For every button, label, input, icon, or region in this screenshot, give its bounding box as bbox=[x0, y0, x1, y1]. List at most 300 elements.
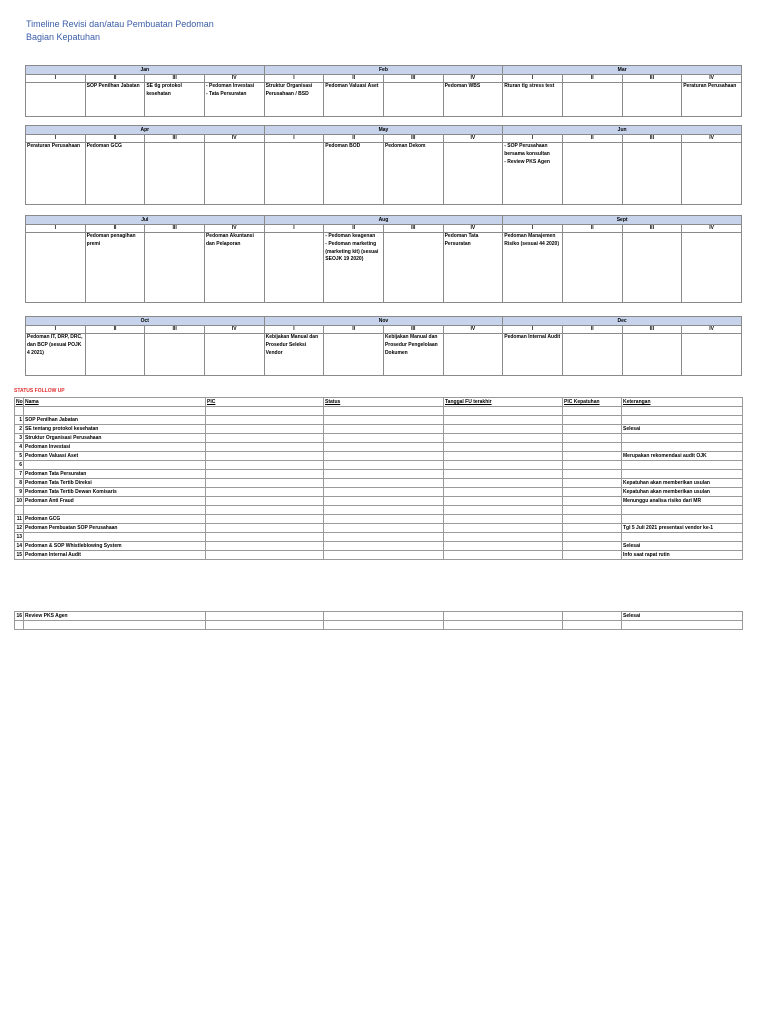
calendar-cell bbox=[264, 334, 324, 376]
week-header: I bbox=[264, 135, 324, 143]
month-header: Sept bbox=[503, 216, 742, 225]
week-header: I bbox=[26, 326, 86, 334]
row-name: Pedoman Tata Tertib Direksi bbox=[24, 479, 206, 488]
month-header: Feb bbox=[264, 66, 503, 75]
week-header: I bbox=[264, 225, 324, 233]
row-pic bbox=[206, 443, 324, 452]
row-pic bbox=[206, 621, 324, 630]
calendar-cell bbox=[443, 83, 503, 117]
table-row bbox=[15, 515, 743, 524]
status-header-cell: Keterangan bbox=[622, 398, 743, 407]
week-header: II bbox=[324, 225, 384, 233]
week-header: II bbox=[324, 326, 384, 334]
month-header: Mar bbox=[503, 66, 742, 75]
status-header-row bbox=[15, 398, 743, 407]
row-name bbox=[24, 407, 206, 416]
row-last-fu-date bbox=[444, 533, 563, 542]
table-row bbox=[15, 434, 743, 443]
table-row bbox=[15, 425, 743, 434]
row-name: Pedoman Tata Persuratan bbox=[24, 470, 206, 479]
week-header: III bbox=[383, 75, 443, 83]
row-status bbox=[324, 542, 444, 551]
row-name: SOP Penilhan Jabatan bbox=[24, 416, 206, 425]
week-header: I bbox=[26, 75, 86, 83]
week-header: III bbox=[622, 135, 682, 143]
calendar-cell bbox=[682, 143, 742, 205]
calendar-item: - SOP Perusahaan bersama konsultan bbox=[504, 143, 550, 157]
row-pic-kepatuhan bbox=[563, 515, 622, 524]
calendar-cell bbox=[324, 334, 384, 376]
row-number bbox=[15, 506, 24, 515]
week-header: IV bbox=[443, 75, 503, 83]
calendar-cell bbox=[383, 233, 443, 303]
week-header: II bbox=[562, 135, 622, 143]
calendar-cell bbox=[503, 233, 563, 303]
row-status bbox=[324, 479, 444, 488]
calendar-cell bbox=[264, 143, 324, 205]
calendar-cell bbox=[145, 83, 205, 117]
row-keterangan bbox=[622, 621, 743, 630]
table-row bbox=[15, 551, 743, 560]
row-pic-kepatuhan bbox=[563, 416, 622, 425]
calendar-cell bbox=[383, 143, 443, 205]
row-last-fu-date bbox=[444, 621, 563, 630]
row-status bbox=[324, 497, 444, 506]
week-header: III bbox=[383, 326, 443, 334]
calendar-cell bbox=[622, 233, 682, 303]
row-name bbox=[24, 506, 206, 515]
calendar-cell bbox=[26, 233, 86, 303]
row-pic bbox=[206, 612, 324, 621]
row-status bbox=[324, 443, 444, 452]
row-name: Pedoman GCG bbox=[24, 515, 206, 524]
calendar-item: Pedoman WBS bbox=[444, 83, 481, 89]
row-last-fu-date bbox=[444, 479, 563, 488]
month-header: Jan bbox=[26, 66, 265, 75]
week-header: II bbox=[562, 75, 622, 83]
calendar-item: Pedoman penagihan premi bbox=[86, 233, 136, 247]
row-last-fu-date bbox=[444, 443, 563, 452]
row-last-fu-date bbox=[444, 461, 563, 470]
row-last-fu-date bbox=[444, 524, 563, 533]
row-number: 13 bbox=[16, 534, 22, 540]
row-keterangan bbox=[622, 416, 743, 425]
week-header: III bbox=[622, 75, 682, 83]
calendar-item: Peraturan Perusahaan bbox=[27, 143, 81, 149]
row-pic-kepatuhan bbox=[563, 434, 622, 443]
week-header: IV bbox=[682, 135, 742, 143]
row-keterangan: Kepatuhan akan memberikan usulan bbox=[622, 479, 743, 488]
row-pic bbox=[206, 515, 324, 524]
calendar-item: Rturan tlg stress test bbox=[504, 83, 555, 89]
calendar-cell bbox=[622, 143, 682, 205]
row-number bbox=[15, 621, 24, 630]
table-row bbox=[15, 452, 743, 461]
row-last-fu-date bbox=[444, 416, 563, 425]
week-header: IV bbox=[682, 326, 742, 334]
week-header: III bbox=[145, 135, 205, 143]
week-header: III bbox=[145, 326, 205, 334]
row-status bbox=[324, 533, 444, 542]
calendar-cell bbox=[622, 334, 682, 376]
calendar-item: Pedoman BOD bbox=[325, 143, 361, 149]
calendar-cell bbox=[324, 143, 384, 205]
calendar-cell bbox=[562, 143, 622, 205]
calendar-cell bbox=[503, 334, 563, 376]
calendar-item: SOP Penilhan Jabatan bbox=[86, 83, 140, 89]
week-header: IV bbox=[204, 225, 264, 233]
row-status bbox=[324, 612, 444, 621]
row-status bbox=[324, 425, 444, 434]
week-header: IV bbox=[204, 326, 264, 334]
row-keterangan: Selesai bbox=[622, 425, 743, 434]
row-keterangan: Merupakan rekomendasi audit OJK bbox=[622, 452, 743, 461]
calendar-item: Kebijakan Manual dan Prosedur Seleksi Vendor bbox=[265, 334, 319, 356]
row-pic bbox=[206, 470, 324, 479]
row-keterangan: Kepatuhan akan memberikan usulan bbox=[622, 488, 743, 497]
calendar-item: Pedoman Tata Persuratan bbox=[444, 233, 479, 247]
row-status bbox=[324, 621, 444, 630]
row-keterangan bbox=[622, 533, 743, 542]
calendar-item: Pedoman Internal Audit bbox=[504, 334, 561, 340]
week-header: I bbox=[264, 75, 324, 83]
calendar-cell bbox=[264, 83, 324, 117]
calendar-cell bbox=[204, 83, 264, 117]
row-name: Pedoman Pembuatan SOP Perusahaan bbox=[24, 524, 206, 533]
row-number: 10 bbox=[16, 498, 22, 504]
calendar-item: Pedoman IT, DRP, DRC, dan BCP (sesuai POJK 4 2021) bbox=[27, 334, 83, 356]
row-name: Pedoman & SOP Whistleblowing System bbox=[24, 542, 206, 551]
week-header: IV bbox=[443, 135, 503, 143]
row-keterangan bbox=[622, 461, 743, 470]
week-header: II bbox=[324, 135, 384, 143]
row-last-fu-date bbox=[444, 452, 563, 461]
status-header-cell: Tanggal FU terakhir bbox=[444, 398, 563, 407]
week-header: I bbox=[26, 135, 86, 143]
calendar-item: Struktur Organisasi Perusahaan / BSD bbox=[265, 83, 313, 97]
calendar-item: - Pedoman Investasi bbox=[205, 83, 255, 89]
table-row bbox=[15, 524, 743, 533]
week-header: II bbox=[85, 135, 145, 143]
table-row bbox=[15, 479, 743, 488]
table-row bbox=[15, 542, 743, 551]
calendar-cell bbox=[682, 233, 742, 303]
calendar-cell bbox=[145, 143, 205, 205]
row-pic-kepatuhan bbox=[563, 621, 622, 630]
calendar-cell bbox=[204, 143, 264, 205]
row-name bbox=[24, 461, 206, 470]
week-header: II bbox=[324, 75, 384, 83]
week-header: II bbox=[562, 326, 622, 334]
calendar-cell bbox=[324, 83, 384, 117]
calendar-block-1 bbox=[25, 65, 742, 117]
calendar-cell bbox=[443, 233, 503, 303]
row-pic bbox=[206, 551, 324, 560]
row-last-fu-date bbox=[444, 425, 563, 434]
row-number: 9 bbox=[15, 488, 24, 497]
status-table-continued bbox=[14, 611, 743, 630]
row-name: Review PKS Agen bbox=[24, 612, 206, 621]
calendar-cell bbox=[26, 83, 86, 117]
row-name bbox=[24, 533, 206, 542]
row-keterangan bbox=[622, 443, 743, 452]
calendar-cell bbox=[145, 334, 205, 376]
table-row bbox=[15, 497, 743, 506]
calendar-cell bbox=[204, 334, 264, 376]
calendar-cell bbox=[26, 334, 86, 376]
row-last-fu-date bbox=[444, 488, 563, 497]
week-header: III bbox=[145, 75, 205, 83]
row-number: 2 bbox=[15, 425, 24, 434]
calendar-cell bbox=[264, 233, 324, 303]
calendar-item: Pedoman Dekom bbox=[384, 143, 426, 149]
row-last-fu-date bbox=[444, 612, 563, 621]
calendar-cell bbox=[503, 143, 563, 205]
row-keterangan bbox=[622, 515, 743, 524]
row-keterangan: Selesai bbox=[622, 542, 743, 551]
status-header-cell: PIC bbox=[206, 398, 324, 407]
month-header: Nov bbox=[264, 317, 503, 326]
row-pic bbox=[206, 452, 324, 461]
status-follow-up-title: STATUS FOLLOW UP bbox=[14, 388, 65, 394]
row-number: 15 bbox=[16, 552, 22, 558]
month-header: Aug bbox=[264, 216, 503, 225]
row-last-fu-date bbox=[444, 506, 563, 515]
calendar-item: Pedoman GCG bbox=[86, 143, 122, 149]
week-header: I bbox=[264, 326, 324, 334]
row-name: Struktur Organisasi Perusahaan bbox=[24, 434, 206, 443]
row-pic-kepatuhan bbox=[563, 551, 622, 560]
table-row bbox=[15, 488, 743, 497]
week-header: II bbox=[562, 225, 622, 233]
calendar-item: Pedoman Manajemen Risiko (sesuai 44 2020) bbox=[504, 233, 560, 247]
month-header: Oct bbox=[26, 317, 265, 326]
calendar-cell bbox=[85, 83, 145, 117]
calendar-item: Pedoman Akuntansi dan Pelaporan bbox=[205, 233, 254, 247]
calendar-cell bbox=[562, 233, 622, 303]
row-name: Pedoman Investasi bbox=[24, 443, 206, 452]
calendar-cell bbox=[383, 334, 443, 376]
row-last-fu-date bbox=[444, 407, 563, 416]
row-pic-kepatuhan bbox=[563, 542, 622, 551]
week-header: III bbox=[383, 225, 443, 233]
row-pic bbox=[206, 407, 324, 416]
week-header: I bbox=[503, 326, 563, 334]
week-header: I bbox=[503, 135, 563, 143]
row-number: 3 bbox=[15, 434, 24, 443]
calendar-cell bbox=[682, 334, 742, 376]
week-header: III bbox=[383, 135, 443, 143]
row-number bbox=[15, 407, 24, 416]
month-header: Jun bbox=[503, 126, 742, 135]
row-pic bbox=[206, 488, 324, 497]
table-row bbox=[15, 407, 743, 416]
row-number: 16 bbox=[16, 613, 22, 619]
calendar-cell bbox=[383, 83, 443, 117]
calendar-cell bbox=[324, 233, 384, 303]
calendar-cell bbox=[204, 233, 264, 303]
month-header: Apr bbox=[26, 126, 265, 135]
month-header: May bbox=[264, 126, 503, 135]
row-pic bbox=[206, 416, 324, 425]
table-row bbox=[15, 506, 743, 515]
row-pic bbox=[206, 497, 324, 506]
row-status bbox=[324, 434, 444, 443]
table-row bbox=[15, 443, 743, 452]
row-number: 6 bbox=[15, 461, 24, 470]
status-header-cell: Status bbox=[324, 398, 444, 407]
week-header: II bbox=[85, 326, 145, 334]
row-pic bbox=[206, 524, 324, 533]
week-header: II bbox=[85, 225, 145, 233]
week-header: I bbox=[26, 225, 86, 233]
calendar-item: Kebijakan Manual dan Prosedur Pengelolaan Dokumen bbox=[384, 334, 438, 356]
week-header: I bbox=[503, 75, 563, 83]
calendar-cell bbox=[622, 83, 682, 117]
week-header: IV bbox=[682, 225, 742, 233]
row-name: Pedoman Tata Tertib Dewan Komisaris bbox=[24, 488, 206, 497]
row-last-fu-date bbox=[444, 497, 563, 506]
row-status bbox=[324, 470, 444, 479]
week-header: IV bbox=[682, 75, 742, 83]
row-keterangan: Selesai bbox=[622, 612, 743, 621]
table-row bbox=[15, 533, 743, 542]
calendar-item: - Review PKS Agen bbox=[504, 158, 550, 165]
row-pic-kepatuhan bbox=[563, 407, 622, 416]
calendar-cell bbox=[562, 334, 622, 376]
row-pic-kepatuhan bbox=[563, 506, 622, 515]
row-status bbox=[324, 452, 444, 461]
row-number: 11 bbox=[15, 515, 24, 524]
row-keterangan bbox=[622, 407, 743, 416]
row-keterangan: Info saat rapat rutin bbox=[622, 551, 743, 560]
table-row bbox=[15, 416, 743, 425]
row-last-fu-date bbox=[444, 551, 563, 560]
page-subtitle: Bagian Kepatuhan bbox=[26, 32, 101, 42]
row-status bbox=[324, 524, 444, 533]
calendar-cell bbox=[443, 143, 503, 205]
row-keterangan bbox=[622, 470, 743, 479]
row-pic bbox=[206, 479, 324, 488]
row-keterangan: Tgl 5 Juli 2021 presentasi vendor ke-1 bbox=[622, 524, 743, 533]
calendar-cell bbox=[503, 83, 563, 117]
row-name: Pedoman Anti Fraud bbox=[24, 497, 206, 506]
table-row bbox=[15, 461, 743, 470]
row-pic-kepatuhan bbox=[563, 533, 622, 542]
row-status bbox=[324, 461, 444, 470]
row-name: Pedoman Valuasi Aset bbox=[24, 452, 206, 461]
row-pic bbox=[206, 425, 324, 434]
row-pic-kepatuhan bbox=[563, 524, 622, 533]
row-last-fu-date bbox=[444, 515, 563, 524]
row-last-fu-date bbox=[444, 434, 563, 443]
row-pic bbox=[206, 461, 324, 470]
row-status bbox=[324, 488, 444, 497]
month-header: Dec bbox=[503, 317, 742, 326]
row-status bbox=[324, 506, 444, 515]
row-number: 8 bbox=[15, 479, 24, 488]
calendar-item: SE tlg protokol kesehatan bbox=[146, 83, 182, 97]
calendar-cell bbox=[145, 233, 205, 303]
row-pic-kepatuhan bbox=[563, 479, 622, 488]
row-number: 14 bbox=[16, 543, 22, 549]
week-header: IV bbox=[204, 75, 264, 83]
row-keterangan: Menunggu analisa risiko dari MR bbox=[622, 497, 743, 506]
week-header: IV bbox=[443, 225, 503, 233]
row-last-fu-date bbox=[444, 470, 563, 479]
row-pic-kepatuhan bbox=[563, 443, 622, 452]
row-pic bbox=[206, 542, 324, 551]
row-pic-kepatuhan bbox=[563, 425, 622, 434]
row-last-fu-date bbox=[444, 542, 563, 551]
week-header: IV bbox=[204, 135, 264, 143]
calendar-cell bbox=[26, 143, 86, 205]
row-keterangan bbox=[622, 434, 743, 443]
calendar-block-2 bbox=[25, 125, 742, 205]
row-pic-kepatuhan bbox=[563, 452, 622, 461]
calendar-cell bbox=[682, 83, 742, 117]
calendar-item: - Pedoman keagenan bbox=[325, 233, 376, 239]
row-pic bbox=[206, 533, 324, 542]
row-pic-kepatuhan bbox=[563, 488, 622, 497]
row-status bbox=[324, 407, 444, 416]
week-header: II bbox=[85, 75, 145, 83]
page-title: Timeline Revisi dan/atau Pembuatan Pedoman bbox=[26, 19, 214, 29]
week-header: IV bbox=[443, 326, 503, 334]
row-status bbox=[324, 551, 444, 560]
row-status bbox=[324, 416, 444, 425]
week-header: I bbox=[503, 225, 563, 233]
row-number: 4 bbox=[15, 443, 24, 452]
row-pic bbox=[206, 506, 324, 515]
table-row bbox=[15, 612, 743, 621]
calendar-item: Peraturan Perusahaan bbox=[683, 83, 737, 89]
row-keterangan bbox=[622, 506, 743, 515]
status-header-cell: Nama bbox=[24, 398, 206, 407]
row-name bbox=[24, 621, 206, 630]
row-number: 12 bbox=[16, 525, 22, 531]
week-header: III bbox=[145, 225, 205, 233]
calendar-item: - Tata Persuratan bbox=[205, 90, 247, 97]
row-name: Pedoman Internal Audit bbox=[24, 551, 206, 560]
week-header: III bbox=[622, 225, 682, 233]
status-header-cell: No bbox=[16, 399, 23, 405]
calendar-block-3 bbox=[25, 215, 742, 303]
row-name: SE tentang protokol kesehatan bbox=[24, 425, 206, 434]
table-row bbox=[15, 621, 743, 630]
row-pic-kepatuhan bbox=[563, 461, 622, 470]
week-header: III bbox=[622, 326, 682, 334]
row-number: 5 bbox=[15, 452, 24, 461]
status-table bbox=[14, 397, 743, 560]
row-number: 7 bbox=[15, 470, 24, 479]
calendar-item: - Pedoman marketing (marketing kit) (sesuai SEOJK 19 2020) bbox=[325, 240, 379, 263]
row-pic-kepatuhan bbox=[563, 497, 622, 506]
table-row bbox=[15, 470, 743, 479]
calendar-cell bbox=[85, 233, 145, 303]
row-pic-kepatuhan bbox=[563, 470, 622, 479]
calendar-cell bbox=[85, 334, 145, 376]
row-number: 1 bbox=[15, 416, 24, 425]
row-pic-kepatuhan bbox=[563, 612, 622, 621]
calendar-cell bbox=[443, 334, 503, 376]
calendar-cell bbox=[85, 143, 145, 205]
row-pic bbox=[206, 434, 324, 443]
calendar-item: Pedoman Valuasi Aset bbox=[325, 83, 379, 89]
calendar-cell bbox=[562, 83, 622, 117]
row-status bbox=[324, 515, 444, 524]
calendar-block-4 bbox=[25, 316, 742, 376]
